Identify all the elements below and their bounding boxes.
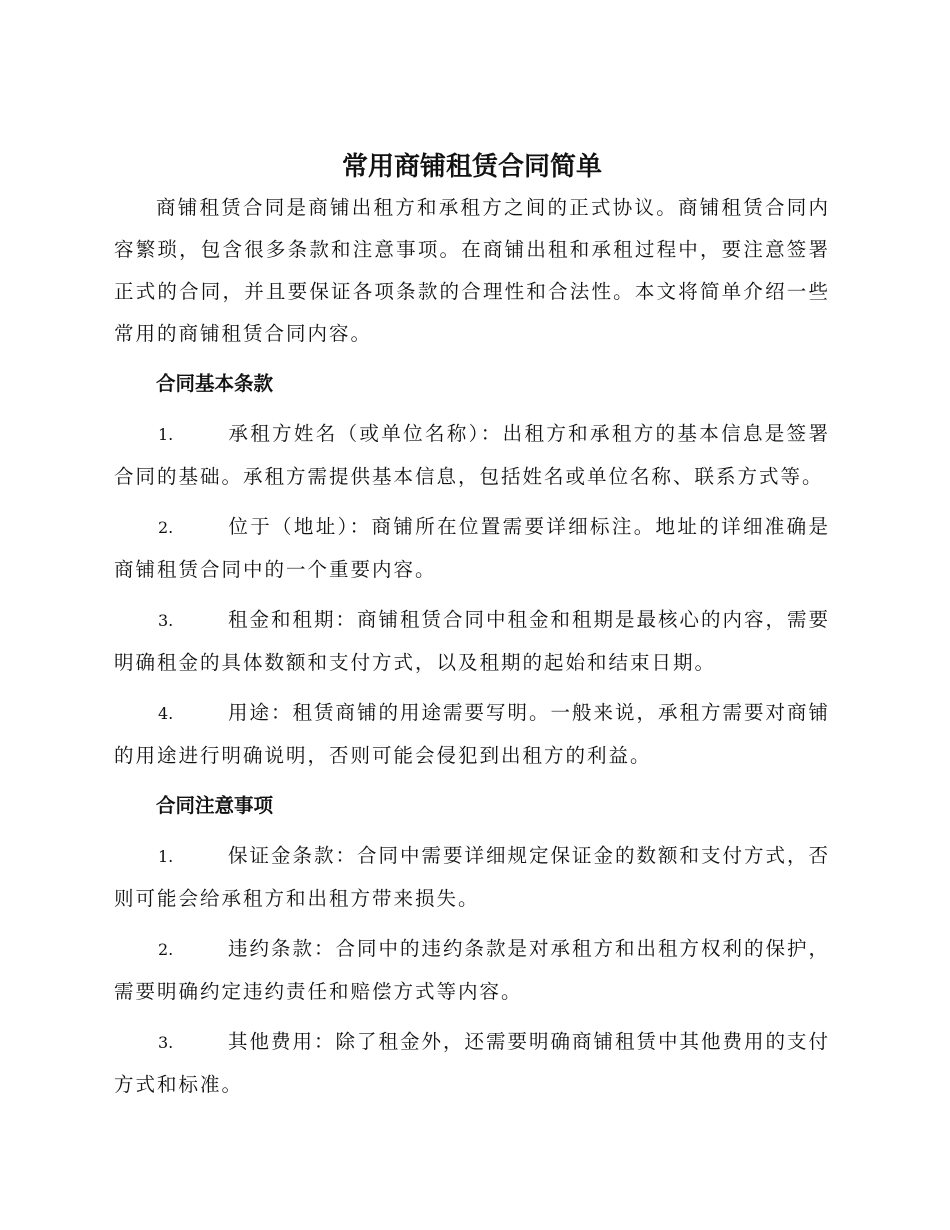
item-number: 3. bbox=[158, 1033, 174, 1052]
list-item bbox=[114, 692, 830, 777]
item-number: 1. bbox=[158, 847, 174, 866]
item-number: 4. bbox=[158, 704, 174, 723]
list-item bbox=[114, 413, 830, 498]
list-item bbox=[114, 928, 830, 1013]
item-number: 2. bbox=[158, 518, 174, 537]
item-text: 用途：租赁商铺的用途需要写明。一般来说，承租方需要对商铺的用途进行明确说明，否则可能会侵犯到出租方的利益。 bbox=[114, 701, 831, 767]
intro-paragraph: 商铺租赁合同是商铺出租方和承租方之间的正式协议。商铺租赁合同内容繁琐，包含很多条款和注意事项。在商铺出租和承租过程中，要注意签署正式的合同，并且要保证各项条款的合理性和合法性。本文将简单介绍一些常用的商铺租赁合同内容。 bbox=[114, 196, 830, 345]
item-text: 租金和租期：商铺租赁合同中租金和租期是最核心的内容，需要明确租金的具体数额和支付方式，以及租期的起始和结束日期。 bbox=[114, 608, 831, 674]
item-text: 其他费用：除了租金外，还需要明确商铺租赁中其他费用的支付方式和标准。 bbox=[114, 1030, 831, 1096]
item-number: 3. bbox=[158, 611, 174, 630]
item-text: 承租方姓名（或单位名称）：出租方和承租方的基本信息是签署合同的基础。承租方需提供基本信息，包括姓名或单位名称、联系方式等。 bbox=[114, 422, 830, 488]
section-heading: 合同注意事项 bbox=[156, 794, 274, 817]
list-item bbox=[114, 599, 830, 684]
item-text: 保证金条款：合同中需要详细规定保证金的数额和支付方式，否则可能会给承租方和出租方带来损失。 bbox=[114, 844, 831, 910]
document-page bbox=[114, 147, 830, 1114]
list-item bbox=[114, 835, 830, 920]
item-number: 2. bbox=[158, 940, 174, 959]
item-text: 位于（地址）：商铺所在位置需要详细标注。地址的详细准确是商铺租赁合同中的一个重要内容。 bbox=[114, 515, 830, 581]
document-title: 常用商铺租赁合同简单 bbox=[341, 152, 602, 182]
item-text: 违约条款：合同中的违约条款是对承租方和出租方权利的保护，需要明确约定违约责任和赔偿方式等内容。 bbox=[114, 937, 831, 1003]
section-heading: 合同基本条款 bbox=[156, 372, 274, 395]
numbered-list bbox=[114, 413, 830, 777]
numbered-list bbox=[114, 835, 830, 1106]
list-item bbox=[114, 506, 830, 591]
section-notes bbox=[114, 785, 830, 1106]
section-basic-terms bbox=[114, 363, 830, 777]
list-item bbox=[114, 1021, 830, 1106]
item-number: 1. bbox=[158, 425, 174, 444]
